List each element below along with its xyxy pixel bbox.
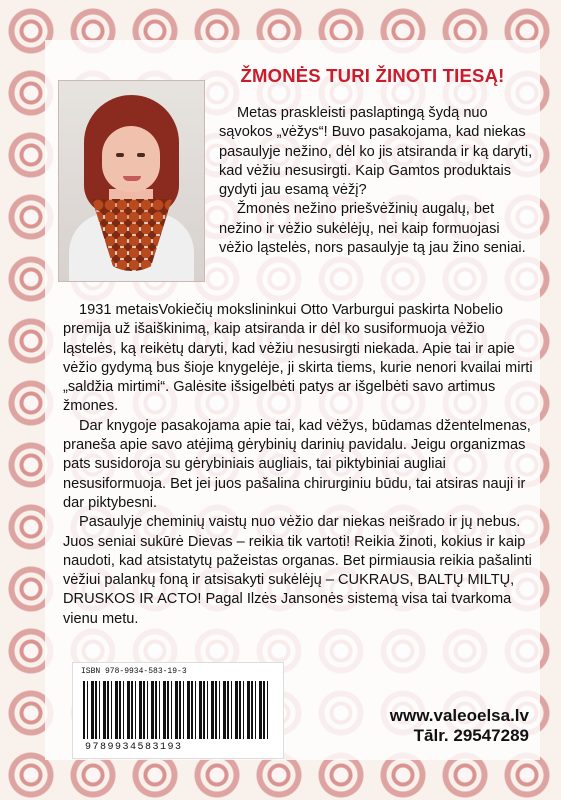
paragraph: Metas praskleisti paslaptingą šydą nuo sąvokos „vėžys“! Buvo pasakojama, kad niekas pasaulyje nežino, dėl ko jis atsiranda ir ką daryti, kad vėžiu nesusirgti. Kaip Gamtos produktais gydyti jau esamą vėžį? [219, 105, 533, 199]
paragraph: Dar knygoje pasakojama apie tai, kad vėžys, būdamas džentelmenas, praneša apie savo atėjimą gėrybinių darinių pavidalu. Jeigu organizmas pats susidoroja su gėrybiniais augliais, tai piktybiniai augliai nesusiformuoja. Bet jei juos pašalina chirurginiu būdu, tai atsiras nauji ir dar piktybesni. [63, 417, 531, 511]
isbn-label: ISBN 978-9934-583-19-3 [81, 667, 187, 676]
barcode-graphic [83, 681, 271, 739]
paragraph: 1931 metaisVokiečių mokslininkui Otto Varburgui paskirta Nobelio premija už išaiškinimą, kaip atsiranda ir dėl ko susiformuoja vėžio ląstelės, ką reikėtų daryti, kad vėžiu nesusirgti niekada. Apie tai ir apie vėžio gydymą bus šioje knygelėje, ji skirta tiems, kurie nenori kvailai mirti „saldžia mirtimi“. Galėsite išsigelbėti patys ar išgelbėti savo artimus žmones. [63, 302, 533, 415]
page-title: ŽMONĖS TURI ŽINOTI TIESĄ! [240, 65, 505, 86]
phone-number: Tālr. 29547289 [413, 726, 529, 745]
website-link[interactable]: www.valeoelsa.lv [389, 706, 529, 725]
barcode-box [72, 662, 284, 759]
paragraph: Žmonės nežino priešvėžinių augalų, bet nežino ir vėžio sukėlėjų, nei kaip formuojasi vėžio ląstelės, nors pasaulyje tą jau žino seniai. [219, 201, 526, 257]
intro-text [219, 104, 535, 258]
author-photo [58, 80, 205, 282]
paragraph: Pasaulyje cheminių vaistų nuo vėžio dar niekas neišrado ir jų nebus. Juos seniai sukūrė Dievas – reikia tik vartoti! Reikia žinoti, kokius ir kaip naudoti, kad atsistatytų pažeistas organas. Bet pirmiausia reikia pašalinti vėžiui palankų foną ir atsisakyti sukėlėjų – CUKRAUS, BALTŲ MILTŲ, DRUSKOS IR ACTO! Pagal Ilzės Jansonės sistemą visa tai tvarkoma vienu metu. [63, 514, 532, 627]
main-text [63, 301, 535, 629]
barcode-number: 9789934583193 [85, 742, 183, 753]
